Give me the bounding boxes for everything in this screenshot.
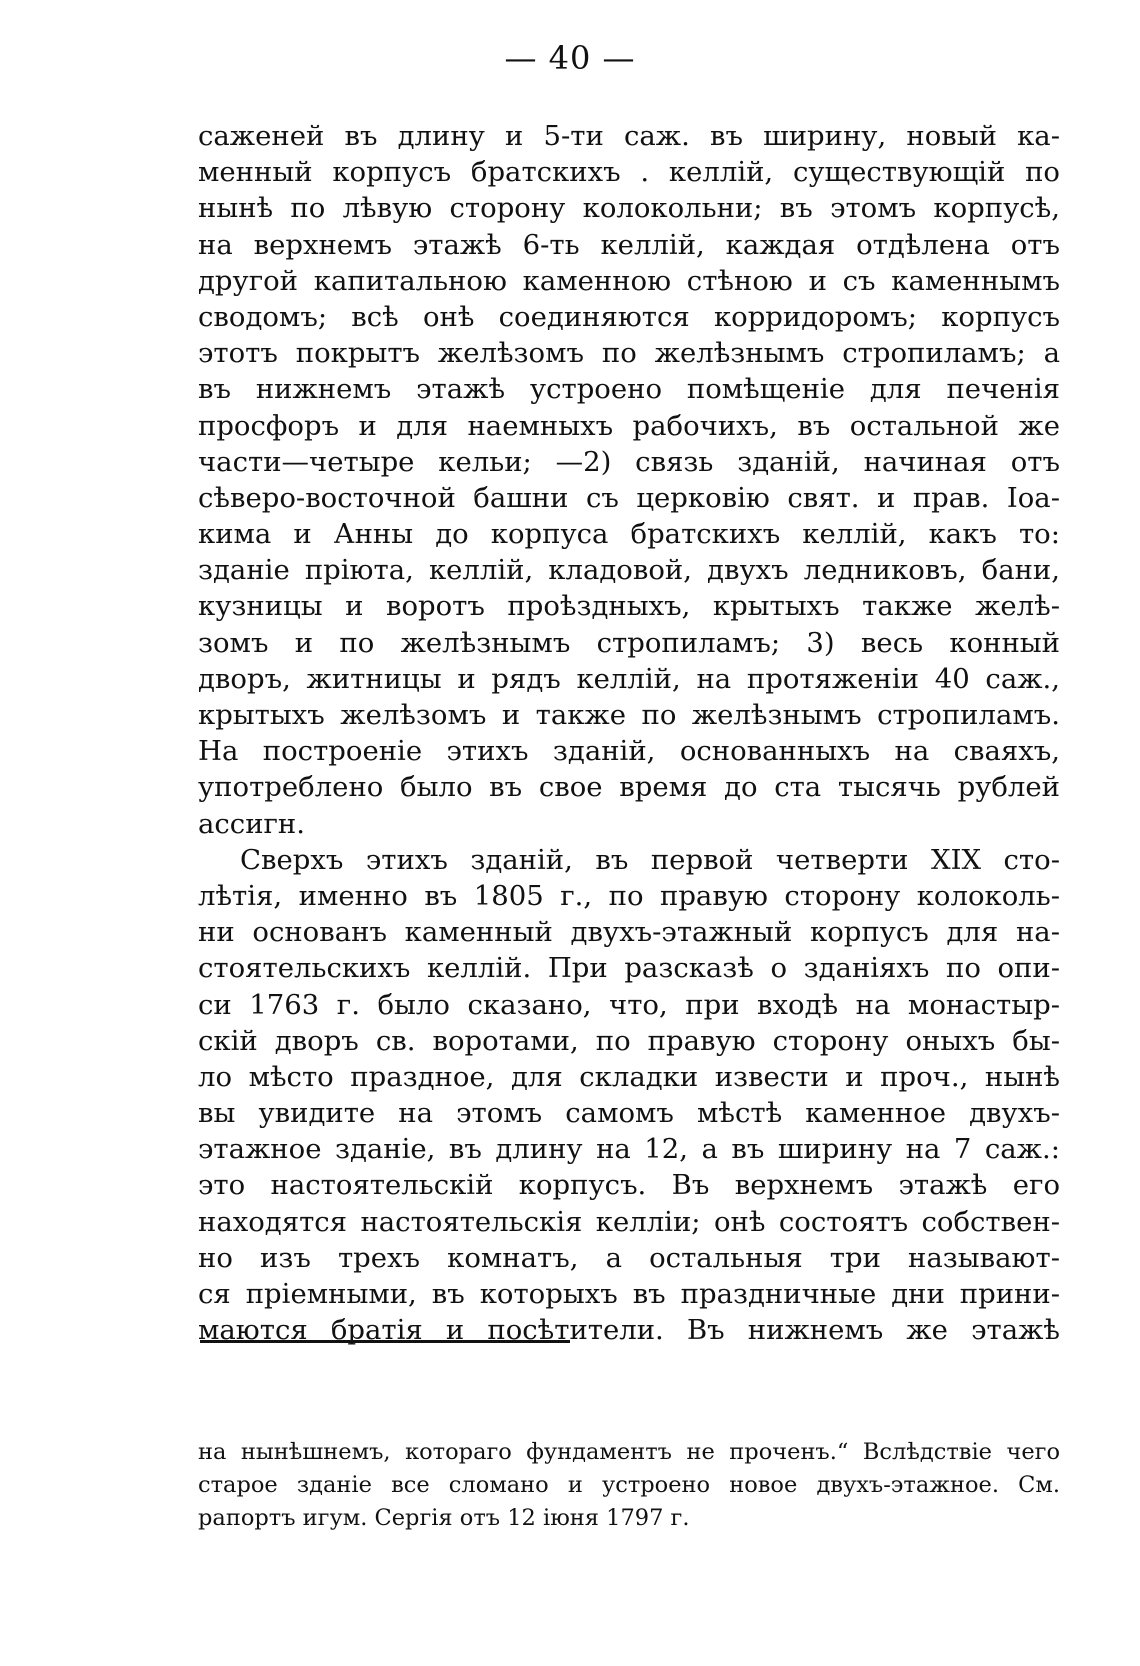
text-line: находятся настоятельскія келліи; онѣ состоятъ собствен- (198, 1205, 1060, 1238)
page-number: — 40 — (504, 39, 636, 77)
text-line: си 1763 г. было сказано, что, при входѣ на монастыр- (198, 988, 1060, 1021)
text-line: зданіе пріюта, келлій, кладовой, двухъ ледниковъ, бани, (198, 554, 1060, 587)
text-line: ся пріемными, въ которыхъ въ праздничные дни прини- (198, 1278, 1060, 1310)
text-line: этотъ покрытъ желѣзомъ по желѣзнымъ стропиламъ; а (198, 337, 1060, 370)
text-line: стоятельскихъ келлій. При разсказѣ о зданіяхъ по опи- (198, 952, 1060, 985)
text-line: вы увидите на этомъ самомъ мѣстѣ каменное двухъ- (198, 1097, 1060, 1130)
text-line: дворъ, житницы и рядъ келлій, на протяженіи 40 саж., (198, 662, 1060, 695)
footnote (198, 1436, 1060, 1535)
text-line: ло мѣсто праздное, для складки извести и проч., нынѣ (198, 1060, 1060, 1093)
text-line: крытыхъ желѣзомъ и также по желѣзнымъ стропиламъ. (198, 699, 1060, 731)
text-line: скій дворъ св. воротами, по правую сторону оныхъ бы- (198, 1024, 1060, 1057)
text-line: на верхнемъ этажѣ 6-ть келлій, каждая отдѣлена отъ (198, 228, 1060, 261)
text-line: нынѣ по лѣвую сторону колокольни; въ этомъ корпусѣ, (198, 192, 1060, 225)
text-line: ассигн. (198, 807, 306, 840)
text-line: это настоятельскій корпусъ. Въ верхнемъ этажѣ его (198, 1169, 1060, 1202)
text-line: просфоръ и для наемныхъ рабочихъ, въ остальной же (198, 409, 1060, 442)
footnote-line: рапортъ игум. Сергія отъ 12 іюня 1797 г. (198, 1505, 690, 1531)
body-text (198, 118, 1060, 1348)
text-line: кима и Анны до корпуса братскихъ келлій, какъ то: (198, 518, 1060, 551)
text-line: саженей въ длину и 5-ти саж. въ ширину, новый ка- (198, 120, 1060, 152)
text-line: маются братія и посѣтители. Въ нижнемъ же этажѣ (198, 1314, 1060, 1347)
text-line: части—четыре кельи; —2) связь зданій, начиная отъ (198, 445, 1060, 478)
text-line: въ нижнемъ этажѣ устроено помѣщеніе для печенія (198, 373, 1060, 406)
text-line: кузницы и воротъ проѣздныхъ, крытыхъ также желѣ- (198, 590, 1060, 623)
text-line: зомъ и по желѣзнымъ стропиламъ; 3) весь конный (198, 626, 1060, 659)
footnote-line: на нынѣшнемъ, котораго фундаментъ не проченъ.“ Вслѣдствіе чего (198, 1439, 1060, 1465)
footnote-divider (200, 1340, 570, 1343)
text-line: ни основанъ каменный двухъ-этажный корпусъ для на- (198, 916, 1060, 949)
footnote-line: старое зданіе все сломано и устроено новое двухъ-этажное. См. (198, 1472, 1060, 1498)
paragraph-first-line: Сверхъ этихъ зданій, въ первой четверти XIX сто- (240, 843, 1060, 876)
text-line: менный корпусъ братскихъ . келлій, существующій по (198, 156, 1060, 189)
text-line: лѣтія, именно въ 1805 г., по правую сторону колоколь- (198, 879, 1060, 912)
text-line: сводомъ; всѣ онѣ соединяются корридоромъ; корпусъ (198, 300, 1060, 333)
text-line: сѣверо-восточной башни съ церковію свят. и прав. Іоа- (198, 481, 1060, 514)
text-line: другой капитальною каменною стѣною и съ каменнымъ (198, 264, 1060, 297)
text-line: употреблено было въ свое время до ста тысячь рублей (198, 771, 1060, 804)
text-line: но изъ трехъ комнатъ, а остальныя три называют- (198, 1241, 1060, 1274)
text-line: На построеніе этихъ зданій, основанныхъ на сваяхъ, (198, 735, 1060, 768)
text-line: этажное зданіе, въ длину на 12, а въ ширину на 7 саж.: (198, 1133, 1060, 1166)
